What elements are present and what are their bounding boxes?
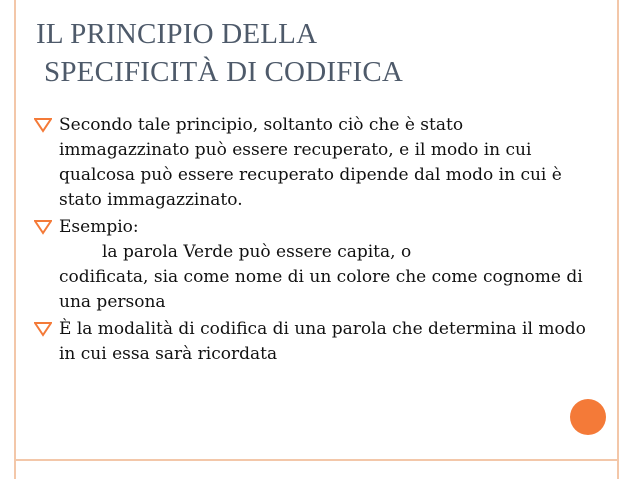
bullet-text: Secondo tale principio, soltanto ciò che è stato immagazzinato può essere recuperato, e il modo in cui qualcosa può essere recuperato dipende dal modo in cui è stato immagazzinato. (59, 115, 562, 210)
bullet-text: È la modalità di codifica di una parola che determina il modo in cui essa sarà ricordata (59, 319, 586, 364)
bullet-item (34, 113, 594, 213)
slide-title (36, 15, 596, 91)
frame-left-border (14, 0, 16, 479)
title-line-1: IL PRINCIPIO DELLA (36, 18, 318, 50)
bullet-item (34, 215, 594, 315)
frame-right-border (617, 0, 619, 479)
slide-body (34, 113, 594, 369)
frame-bottom-border (14, 459, 619, 461)
bullet-text: Esempio: (59, 217, 139, 237)
example-line: la parola Verde può essere capita, o (102, 242, 412, 262)
example-continuation: codificata, sia come nome di un colore che come cognome di una persona (59, 267, 583, 312)
triangle-bullet-icon (34, 321, 52, 337)
orange-circle (570, 399, 606, 435)
title-line-2: SPECIFICITÀ DI CODIFICA (44, 56, 404, 88)
triangle-bullet-icon (34, 219, 52, 235)
bullet-item (34, 317, 594, 367)
triangle-bullet-icon (34, 117, 52, 133)
